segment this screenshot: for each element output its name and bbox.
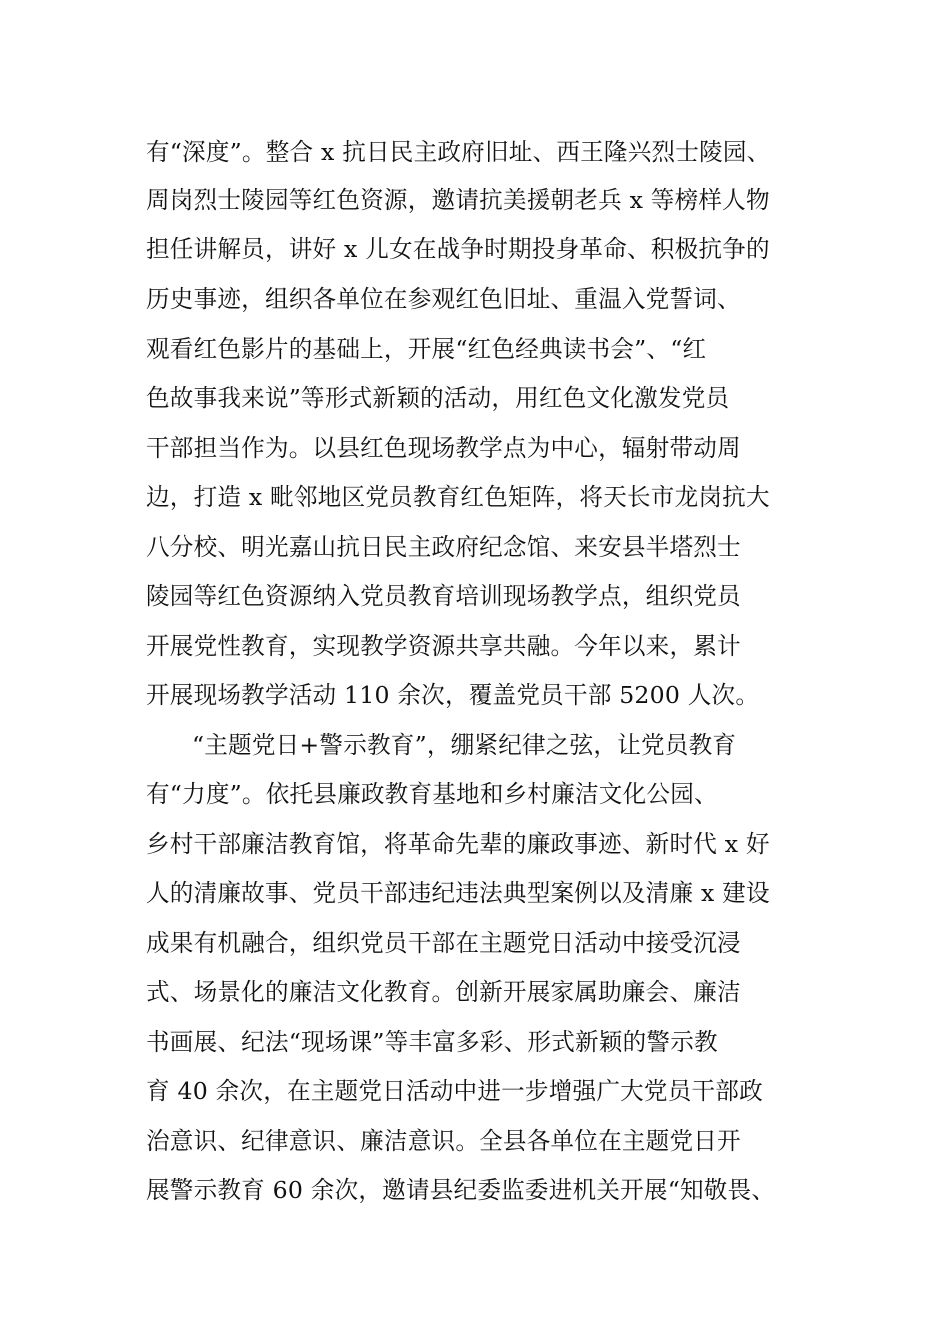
text-line: “主题党日+警示教育”，绷紧纪律之弦，让党员教育: [192, 731, 737, 759]
text-line: 色故事我来说”等形式新颖的活动，用红色文化激发党员: [146, 384, 730, 412]
text-line: 有“力度”。依托县廉政教育基地和乡村廉洁文化公园、: [146, 780, 718, 808]
text-line: 周岗烈士陵园等红色资源，邀请抗美援朝老兵 x 等榜样人物: [146, 186, 770, 214]
text-line: 展警示教育 60 余次，邀请县纪委监委进机关开展“知敬畏、: [146, 1176, 776, 1204]
text-line: 育 40 余次，在主题党日活动中进一步增强广大党员干部政: [146, 1077, 763, 1105]
text-line: 边，打造 x 毗邻地区党员教育红色矩阵，将天长市龙岗抗大: [146, 483, 770, 511]
text-line: 八分校、明光嘉山抗日民主政府纪念馆、来安县半塔烈士: [146, 533, 741, 561]
text-line: 历史事迹，组织各单位在参观红色旧址、重温入党誓词、: [146, 285, 741, 313]
text-line: 有“深度”。整合 x 抗日民主政府旧址、西王隆兴烈士陵园、: [146, 138, 771, 166]
text-line: 治意识、纪律意识、廉洁意识。全县各单位在主题党日开: [146, 1127, 741, 1155]
text-line: 开展现场教学活动 110 余次，覆盖党员干部 5200 人次。: [146, 681, 760, 709]
text-line: 担任讲解员，讲好 x 儿女在战争时期投身革命、积极抗争的: [146, 235, 770, 263]
text-line: 干部担当作为。以县红色现场教学点为中心，辐射带动周: [146, 434, 741, 462]
text-line: 人的清廉故事、党员干部违纪违法典型案例以及清廉 x 建设: [146, 879, 770, 907]
text-line: 式、场景化的廉洁文化教育。创新开展家属助廉会、廉洁: [146, 978, 741, 1006]
text-line: 书画展、纪法“现场课”等丰富多彩、形式新颖的警示教: [146, 1028, 718, 1056]
text-line: 观看红色影片的基础上，开展“红色经典读书会”、“红: [146, 335, 707, 363]
text-line: 开展党性教育，实现教学资源共享共融。今年以来，累计: [146, 632, 741, 660]
text-line: 乡村干部廉洁教育馆，将革命先辈的廉政事迹、新时代 x 好: [146, 830, 770, 858]
text-line: 成果有机融合，组织党员干部在主题党日活动中接受沉浸: [146, 929, 741, 957]
text-line: 陵园等红色资源纳入党员教育培训现场教学点，组织党员: [146, 582, 741, 610]
